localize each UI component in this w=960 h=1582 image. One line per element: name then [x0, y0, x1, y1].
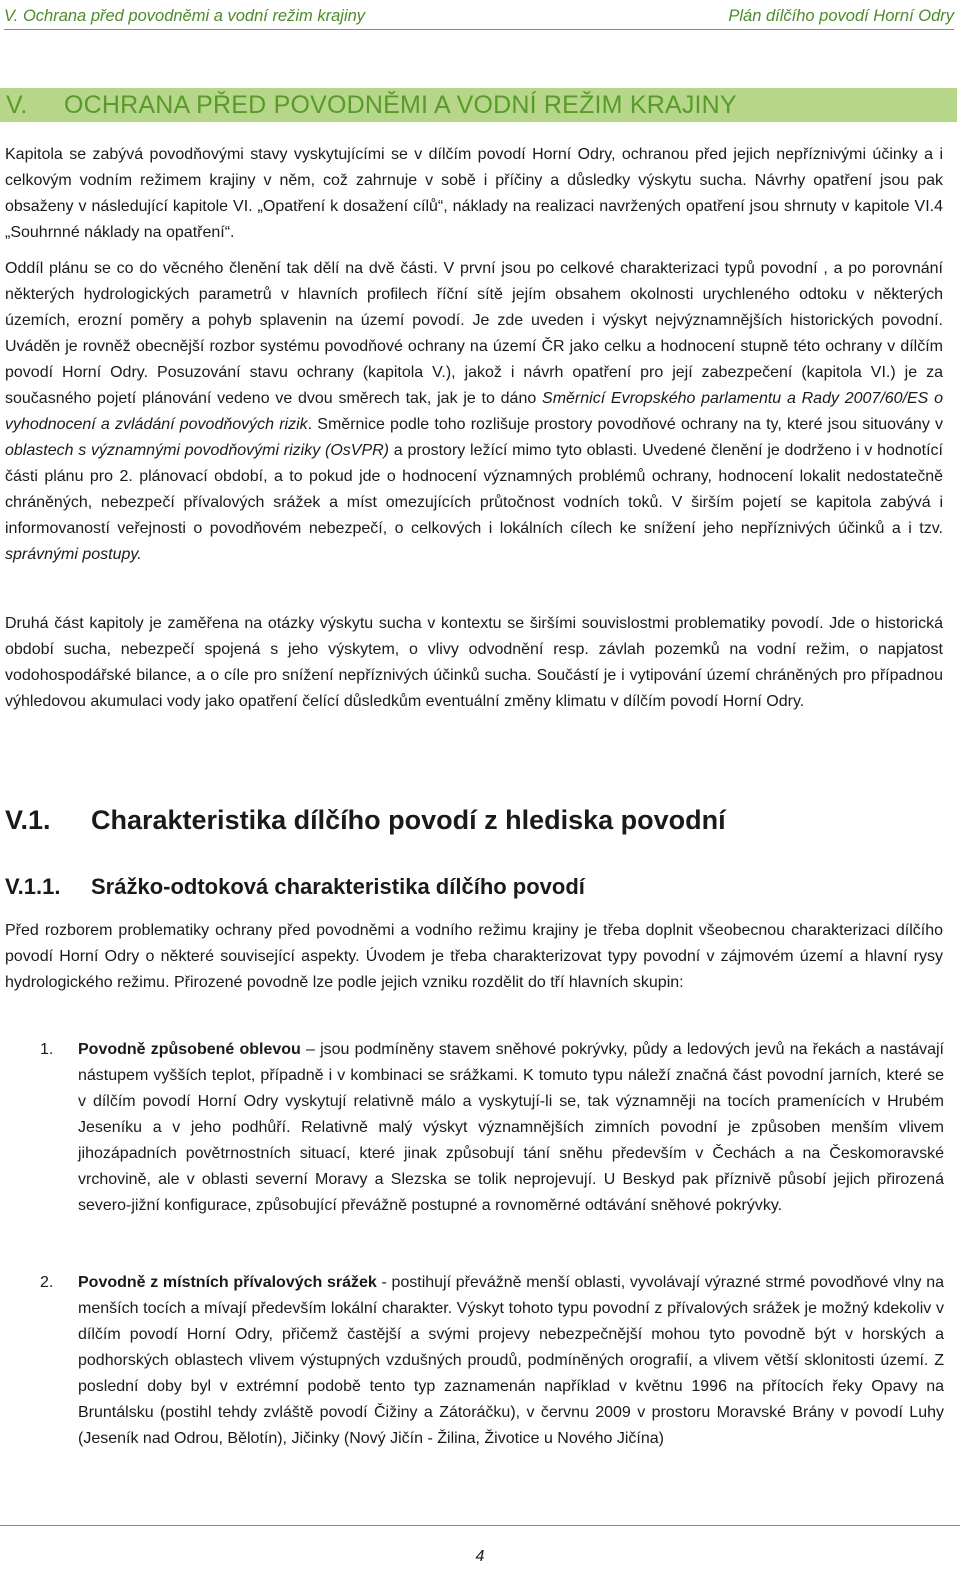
list-item-number: 1.: [40, 1041, 54, 1058]
header-plan-title: Plán dílčího povodí Horní Odry: [728, 7, 954, 25]
good-practice-term: správnými postupy.: [5, 546, 142, 563]
chapter-heading: [0, 88, 957, 122]
intro-text-2a: Oddíl plánu se co do věcného členění tak dělí na dvě části. V první jsou po celkové charakterizaci typů povodní , a po porovnání některých hydrologických parametrů v hlavních profilech říční sítě jejím obsahem okolnosti urychleného odtoku v některých územích, erozní poměry a pohyb splavenin na území povodí. Je zde uveden i výskyt nejvýznamnějších historických povodní. Uváděn je rovněž obecnější rozbor systému povodňové ochrany na území ČR jako celku a hodnocení stupně této ochrany v dílčím povodí Horní Odry. Posuzování stavu ochrany (kapitola V.), jakož i návrh opatření pro její zabezpečení (kapitola VI.) je za současného pojetí plánování vedeno ve dvou směrech tak, jak je to dáno: [5, 260, 943, 407]
subsection-text: Před rozborem problematiky ochrany před povodněmi a vodního režimu krajiny je třeba doplnit všeobecnou charakterizaci dílčího povodí Horní Odry o některé související aspekty. Úvodem je třeba charakterizovat typy povodní v zájmovém území a hlavní rysy hydrologického režimu. Přirozené povodně lze podle jejich vzniku rozdělit do tří hlavních skupin:: [5, 922, 943, 991]
list-item-body: - postihují převážně menší oblasti, vyvolávají výrazné strmé povodňové vlny na menších tocích a mívají především lokální charakter. Výskyt tohoto typu povodní z přívalových srážek je možný kdekoliv v dílčím povodí Horní Odry, přičemž častější a svými projevy nebezpečnější mohou tyto povodně být v horských a podhorských oblastech vlivem výstupných vzdušných proudů, podmíněných orografií, a vlivem větší sklonitosti území. Z poslední doby byl v extrémní podobě tento typ zaznamenán například v květnu 1996 na přítocích řeky Opavy na Bruntálsku (postihl tehdy zvláště povodí Čižiny a Zátoráčku), v červnu 2009 v prostoru Moravské Brány v povodí Luhy (Jeseník nad Odrou, Bělotín), Jičinky (Nový Jičín - Žilina, Životice u Nového Jičína): [78, 1274, 945, 1447]
intro-text-2b: . Směrnice podle toho rozlišuje prostory povodňové ochrany na ty, které jsou situovány v: [307, 416, 944, 433]
subsection-heading: [5, 874, 585, 900]
intro-paragraph-2: [5, 256, 943, 568]
intro-text-2: [5, 256, 943, 568]
list-item-number: 2.: [40, 1274, 54, 1291]
list-item: [40, 1037, 944, 1219]
section-number: V.1.: [5, 805, 51, 835]
page-number: 4: [475, 1548, 485, 1565]
list-item-term: Povodně z místních přívalových srážek: [78, 1274, 377, 1291]
intro-text-2c: a prostory ležící mimo tyto oblasti. Uvedené členění je dodrženo i v hodnotící části plánu pro 2. plánovací období, a to pokud jde o hodnocení významných problémů ochrany, hodnocení lokalit nedostatečně chráněných, nebezpečí přívalových srážek a míst omezujících průtočnost vodních toků. V širším pojetí se kapitola zabývá i informovaností veřejnosti o povodňovém nebezpečí, o celkových i lokálních cílech ke snížení jeho nepříznivých účinků a i tzv.: [5, 442, 943, 537]
footer-divider: [0, 1525, 960, 1526]
intro-paragraph-1: [5, 142, 943, 246]
list-item: [40, 1270, 944, 1452]
intro-text-1: Kapitola se zabývá povodňovými stavy vyskytujícími se v dílčím povodí Horní Odry, ochranou před jejich nepříznivými účinky a i celkovým vodním režimem krajiny v něm, což zahrnuje v sobě i příčiny a důsledky výskytu sucha. Návrhy opatření jsou pak obsaženy v následující kapitole VI. „Opatření k dosažení cílů“, náklady na realizaci navržených opatření jsou shrnuty v kapitole VI.4 „Souhrnné náklady na opatření“.: [5, 146, 943, 241]
section-heading: [5, 805, 726, 836]
page-header: [4, 0, 954, 30]
intro-paragraph-3: [5, 611, 943, 715]
directive-reference: Směrnicí Evropského parlamentu a Rady 2007/60/ES o vyhodnocení a zvládání povodňových rizik: [5, 390, 944, 433]
list-item-text: [78, 1270, 944, 1452]
list-item-term: Povodně způsobené oblevou: [78, 1041, 301, 1058]
list-item-text: [78, 1037, 944, 1219]
header-chapter-title: V. Ochrana před povodněmi a vodní režim krajiny: [4, 7, 366, 25]
subsection-paragraph: [5, 918, 943, 996]
chapter-title: OCHRANA PŘED POVODNĚMI A VODNÍ REŽIM KRAJINY: [64, 90, 737, 119]
subsection-number: V.1.1.: [5, 874, 61, 899]
list-item-body: – jsou podmíněny stavem sněhové pokrývky, půdy a ledových jevů na řekách a nastávají nástupem vyšších teplot, případně i v kombinaci se srážkami. K tomuto typu náleží značná část povodní jarních, které se v dílčím povodí Horní Odry vyskytují relativně málo a vyskytují-li se, tak významněji na tocích pramenících v Hrubém Jeseníku a v jeho podhůří. Relativně malý výskyt významnějších zimních povodní je způsoben menším vlivem jihozápadních povětrnostních situací, které jinak způsobují tání sněhu především v Čechách a na Českomoravské vrchovině, ale v oblasti severní Moravy a Slezska se tolik neprojevují. U Beskyd pak příznivě působí jejich přirozená severo-jižní konfigurace, způsobující převážně postupné a rovnoměrné odtávání sněhové pokrývky.: [78, 1041, 944, 1214]
osvpr-term: oblastech s významnými povodňovými riziky (OsVPR): [5, 442, 390, 459]
subsection-title: Srážko-odtoková charakteristika dílčího povodí: [91, 874, 585, 899]
chapter-number: V.: [6, 90, 28, 119]
section-title: Charakteristika dílčího povodí z hlediska povodní: [91, 805, 726, 835]
intro-text-3: Druhá část kapitoly je zaměřena na otázky výskytu sucha v kontextu se širšími souvislostmi problematiky povodí. Jde o historická období sucha, nebezpečí spojená s jeho výskytem, o vlivy odvodnění resp. závlah pozemků na vodní režim, o napjatost vodohospodářské bilance, a o cíle pro snížení nepříznivých účinků sucha. Součástí je i vytipování území chráněných pro případnou výhledovou akumulaci vody jako opatření čelící důsledkům eventuální změny klimatu v dílčím povodí Horní Odry.: [5, 615, 943, 710]
